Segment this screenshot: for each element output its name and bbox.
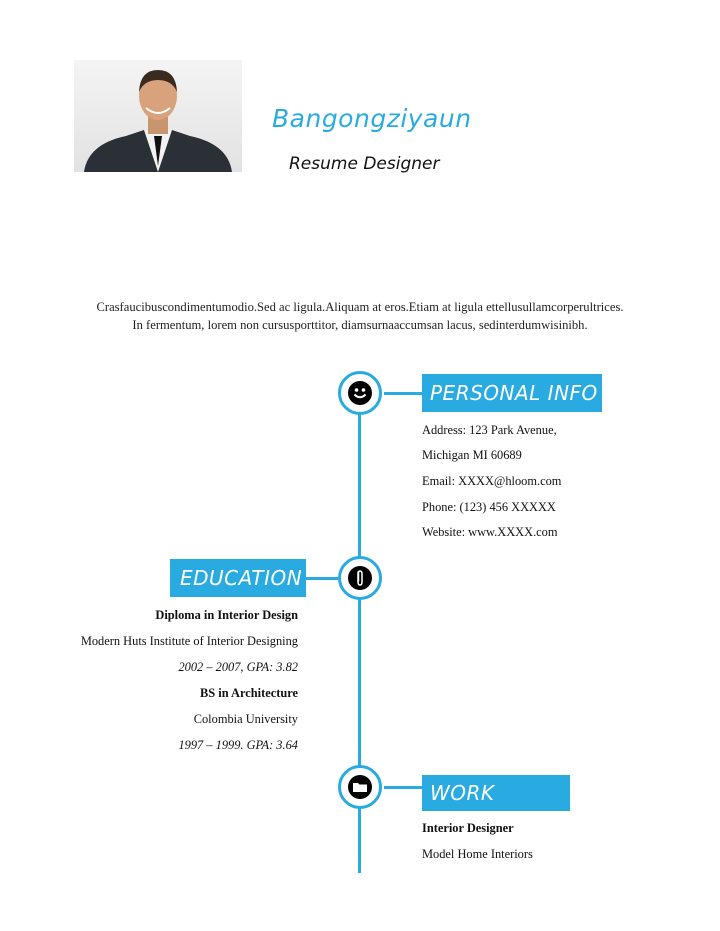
company-name: Model Home Interiors xyxy=(422,847,533,861)
email-line: Email: XXXX@hloom.com xyxy=(422,474,562,488)
address-line: Michigan MI 60689 xyxy=(422,448,522,462)
candidate-name: Bangongziyaun xyxy=(272,104,472,133)
timeline-node-work xyxy=(338,765,382,809)
section-heading-education: EDUCATION xyxy=(170,559,306,597)
address-line: Address: 123 Park Avenue, xyxy=(422,423,557,437)
job-title: Interior Designer xyxy=(422,821,514,835)
folder-icon xyxy=(348,775,372,799)
summary-line: Crasfaucibuscondimentumodio.Sed ac ligula.Aliquam at eros.Etiam at ligula ettellusullamcorperultrices. xyxy=(96,300,624,314)
candidate-title: Resume Designer xyxy=(289,154,440,174)
phone-line: Phone: (123) 456 XXXXX xyxy=(422,500,556,514)
degree-title: Diploma in Interior Design xyxy=(155,608,298,622)
website-line: Website: www.XXXX.com xyxy=(422,525,558,539)
person-portrait-icon xyxy=(74,60,242,172)
education-dates: 1997 – 1999. GPA: 3.64 xyxy=(178,738,298,752)
timeline-connector xyxy=(384,392,424,395)
profile-photo xyxy=(74,60,242,172)
degree-title: BS in Architecture xyxy=(200,686,298,700)
section-heading-work: WORK xyxy=(422,775,570,811)
summary-paragraph xyxy=(60,298,660,334)
timeline-node-personal xyxy=(338,371,382,415)
paperclip-icon xyxy=(348,566,372,590)
smiley-icon xyxy=(348,381,372,405)
school-name: Colombia University xyxy=(193,712,298,726)
timeline-connector xyxy=(384,786,424,789)
summary-line: In fermentum, lorem non cursusporttitor, diamsurnaaccumsan lacus, sedinterdumwisinibh. xyxy=(132,318,588,332)
section-heading-personal: PERSONAL INFO xyxy=(422,374,602,412)
school-name: Modern Huts Institute of Interior Designing xyxy=(80,634,298,648)
timeline-node-education xyxy=(338,556,382,600)
education-dates: 2002 – 2007, GPA: 3.82 xyxy=(178,660,298,674)
timeline-connector xyxy=(306,577,338,580)
